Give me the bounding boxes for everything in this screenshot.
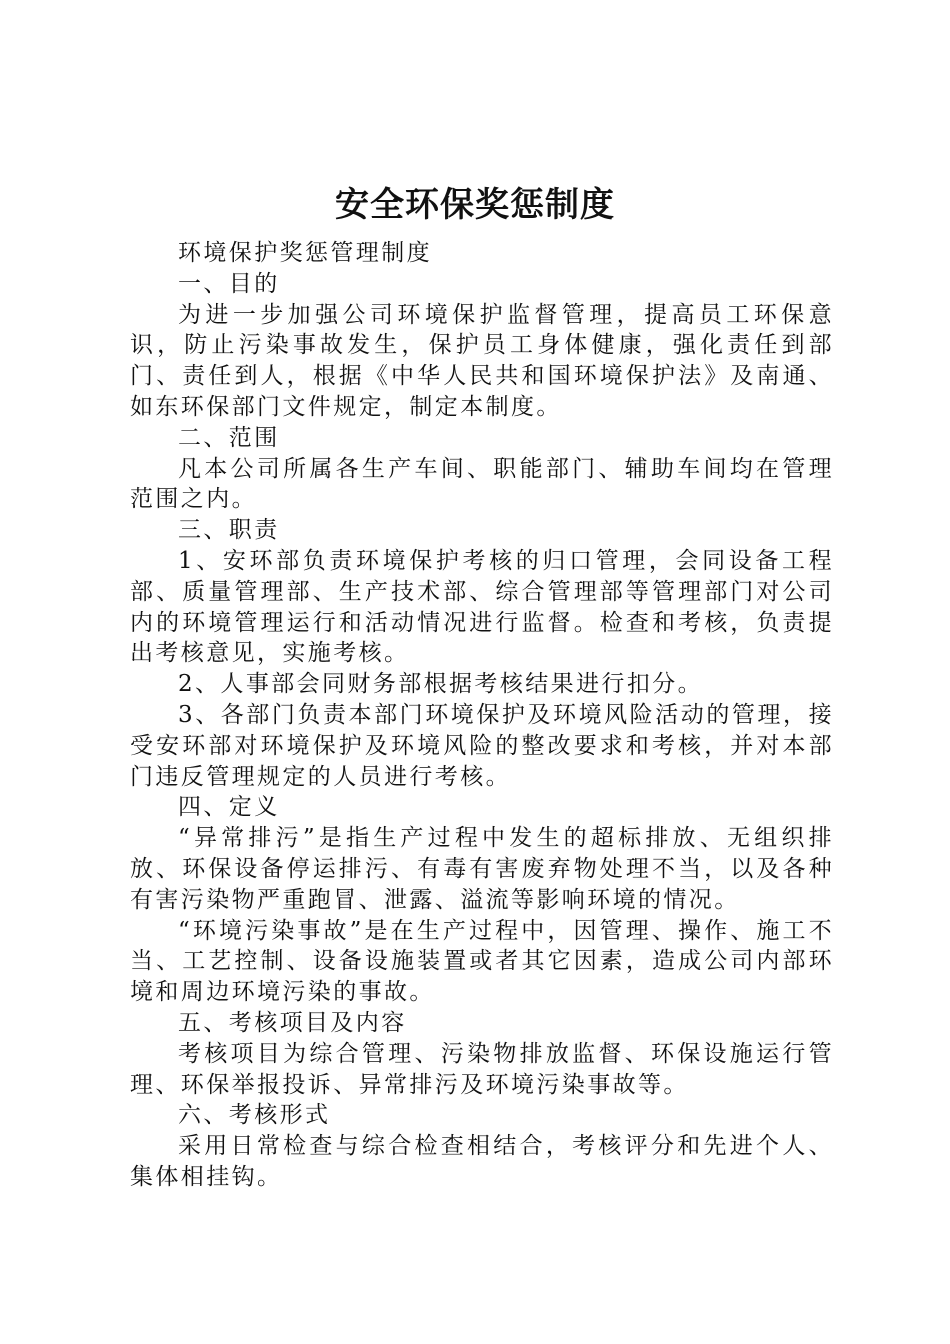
- paragraph-assessment-form: 采用日常检查与综合检查相结合，考核评分和先进个人、集体相挂钩。: [130, 1133, 834, 1190]
- section-heading-duties: 三、职责: [178, 517, 280, 544]
- section-heading-purpose: 一、目的: [178, 270, 280, 297]
- document-title: 安全环保奖惩制度: [335, 185, 615, 225]
- paragraph-definition-abnormal-discharge: “异常排污”是指生产过程中发生的超标排放、无组织排放、环保设备停运排污、有毒有害废弃物处理不当，以及各种有害污染物严重跑冒、泄露、溢流等影响环境的情况。: [130, 825, 834, 913]
- paragraph-duty-3: 3、各部门负责本部门环境保护及环境风险活动的管理，接受安环部对环境保护及环境风险的整改要求和考核，并对本部门违反管理规定的人员进行考核。: [130, 701, 834, 790]
- document-body: [130, 238, 834, 1193]
- paragraph-purpose: 为进一步加强公司环境保护监督管理，提高员工环保意识，防止污染事故发生，保护员工身体健康，强化责任到部门、责任到人，根据《中华人民共和国环境保护法》及南通、如东环保部门文件规定，制定本制度。: [130, 301, 834, 420]
- subtitle-heading: 环境保护奖惩管理制度: [178, 240, 432, 266]
- section-heading-definitions: 四、定义: [178, 794, 280, 821]
- paragraph-definition-pollution-accident: “环境污染事故”是在生产过程中，因管理、操作、施工不当、工艺控制、设备设施装置或者其它因素，造成公司内部环境和周边环境污染的事故。: [130, 917, 834, 1006]
- section-heading-assessment-items: 五、考核项目及内容: [178, 1009, 407, 1036]
- section-heading-scope: 二、范围: [178, 424, 280, 451]
- paragraph-assessment-items: 考核项目为综合管理、污染物排放监督、环保设施运行管理、环保举报投诉、异常排污及环境污染事故等。: [130, 1040, 834, 1098]
- section-heading-assessment-form: 六、考核形式: [178, 1102, 331, 1129]
- paragraph-scope: 凡本公司所属各生产车间、职能部门、辅助车间均在管理范围之内。: [130, 455, 834, 513]
- paragraph-duty-2: 2、人事部会同财务部根据考核结果进行扣分。: [178, 671, 704, 698]
- paragraph-duty-1: 1、安环部负责环境保护考核的归口管理，会同设备工程部、质量管理部、生产技术部、综合管理部等管理部门对公司内的环境管理运行和活动情况进行监督。检查和考核，负责提出考核意见，实施考核。: [130, 547, 834, 667]
